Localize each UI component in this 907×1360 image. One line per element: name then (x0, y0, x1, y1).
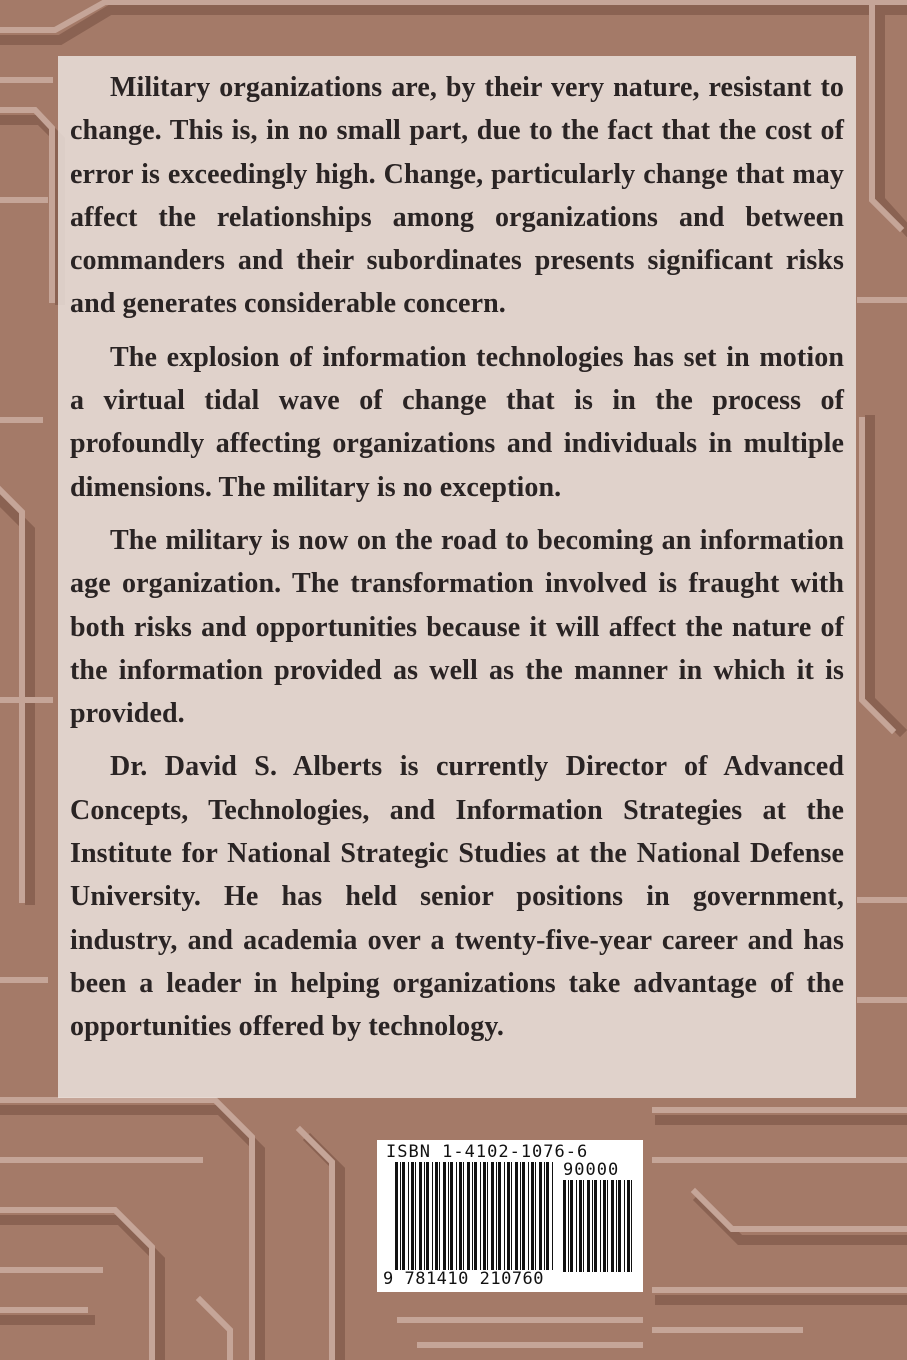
barcode-bar (570, 1180, 573, 1272)
barcode-bar (415, 1162, 416, 1270)
isbn-barcode (377, 1140, 643, 1292)
barcode-bar (594, 1180, 597, 1272)
barcode-bar (515, 1162, 518, 1270)
barcode-bar (400, 1162, 401, 1270)
barcode-bar (424, 1162, 425, 1270)
barcode-bar (496, 1162, 497, 1270)
barcode-bar (480, 1162, 481, 1270)
description-panel (58, 56, 856, 1098)
barcode-bar (448, 1162, 449, 1270)
barcode-bar (491, 1162, 494, 1270)
barcode-bar (456, 1162, 457, 1270)
barcode-bar (439, 1162, 440, 1270)
barcode-bar (544, 1162, 545, 1270)
barcode-bar (539, 1162, 542, 1270)
barcode-bar (450, 1162, 453, 1270)
barcode-bar (616, 1180, 617, 1272)
barcode-bar (402, 1162, 405, 1270)
barcode-bar (535, 1162, 536, 1270)
barcode-bar (507, 1162, 510, 1270)
barcode-bar (603, 1180, 606, 1272)
barcode-bar (568, 1180, 569, 1272)
barcode-bar (443, 1162, 446, 1270)
barcode-bar (395, 1162, 398, 1270)
barcode-bar (459, 1162, 462, 1270)
description-paragraph-1: Military organizations are, by their very nature, resistant to change. This is, in no small part, due to the fact that the cost of error is exceedingly high. Change, particularly change that may affect the relationships among organizations and between commanders and their subordinates presents significant risks and generates considerable concern. (70, 72, 844, 320)
barcode-bar (579, 1180, 582, 1272)
barcode-bar (419, 1162, 422, 1270)
barcode-bar (432, 1162, 433, 1270)
barcode-bar (563, 1180, 566, 1272)
description-paragraph-3: The military is now on the road to becoming an information age organization. The transformation involved is fraught with both risks and opportunities because it will affect the nature of the information provided as well as the manner in which it is provided. (70, 524, 844, 730)
barcode-bar (607, 1180, 608, 1272)
barcode-bar (576, 1180, 577, 1272)
description-paragraph-2: The explosion of information technologies has set in motion a virtual tidal wave of change that is in the process of profoundly affecting organizations and individuals in multiple dimensions. The military is no exception. (70, 341, 844, 503)
barcode-bar (624, 1180, 625, 1272)
barcode-bar (487, 1162, 488, 1270)
barcode-bar (627, 1180, 630, 1272)
barcode-bar (511, 1162, 512, 1270)
barcode-bar (520, 1162, 521, 1270)
barcode-bar (483, 1162, 486, 1270)
barcode-bar (592, 1180, 593, 1272)
barcode-bar (408, 1162, 409, 1270)
barcode-bar (631, 1180, 632, 1272)
barcode-bar (600, 1180, 601, 1272)
barcode-bar (618, 1180, 621, 1272)
author-bio-paragraph: Dr. David S. Alberts is currently Director of Advanced Concepts, Technologies, and Information Strategies at the Institute for National Strategic Studies at the National Defense University. He has held senior positions in government, industry, and academia over a twenty-five-year career and has been a leader in helping organizations take advantage of the opportunities offered by technology. (70, 751, 844, 1043)
barcode-bar (463, 1162, 464, 1270)
barcode-bar (435, 1162, 438, 1270)
barcode-bar (411, 1162, 414, 1270)
barcode-bar (611, 1180, 614, 1272)
barcode-bar (546, 1162, 549, 1270)
barcode-bar (531, 1162, 534, 1270)
ean-digits: 9 781410 210760 (383, 1269, 545, 1289)
price-code: 90000 (563, 1160, 620, 1180)
barcode-bar (552, 1162, 553, 1270)
barcode-bar (583, 1180, 584, 1272)
barcode-bar (472, 1162, 473, 1270)
barcode-bar (498, 1162, 501, 1270)
barcode-bar (467, 1162, 470, 1270)
barcode-bar (587, 1180, 590, 1272)
barcode-bar (426, 1162, 429, 1270)
isbn-label: ISBN 1-4102-1076-6 (386, 1142, 589, 1162)
barcode-bar (504, 1162, 505, 1270)
barcode-bar (474, 1162, 477, 1270)
barcode-bar (528, 1162, 529, 1270)
barcode-bar (522, 1162, 525, 1270)
